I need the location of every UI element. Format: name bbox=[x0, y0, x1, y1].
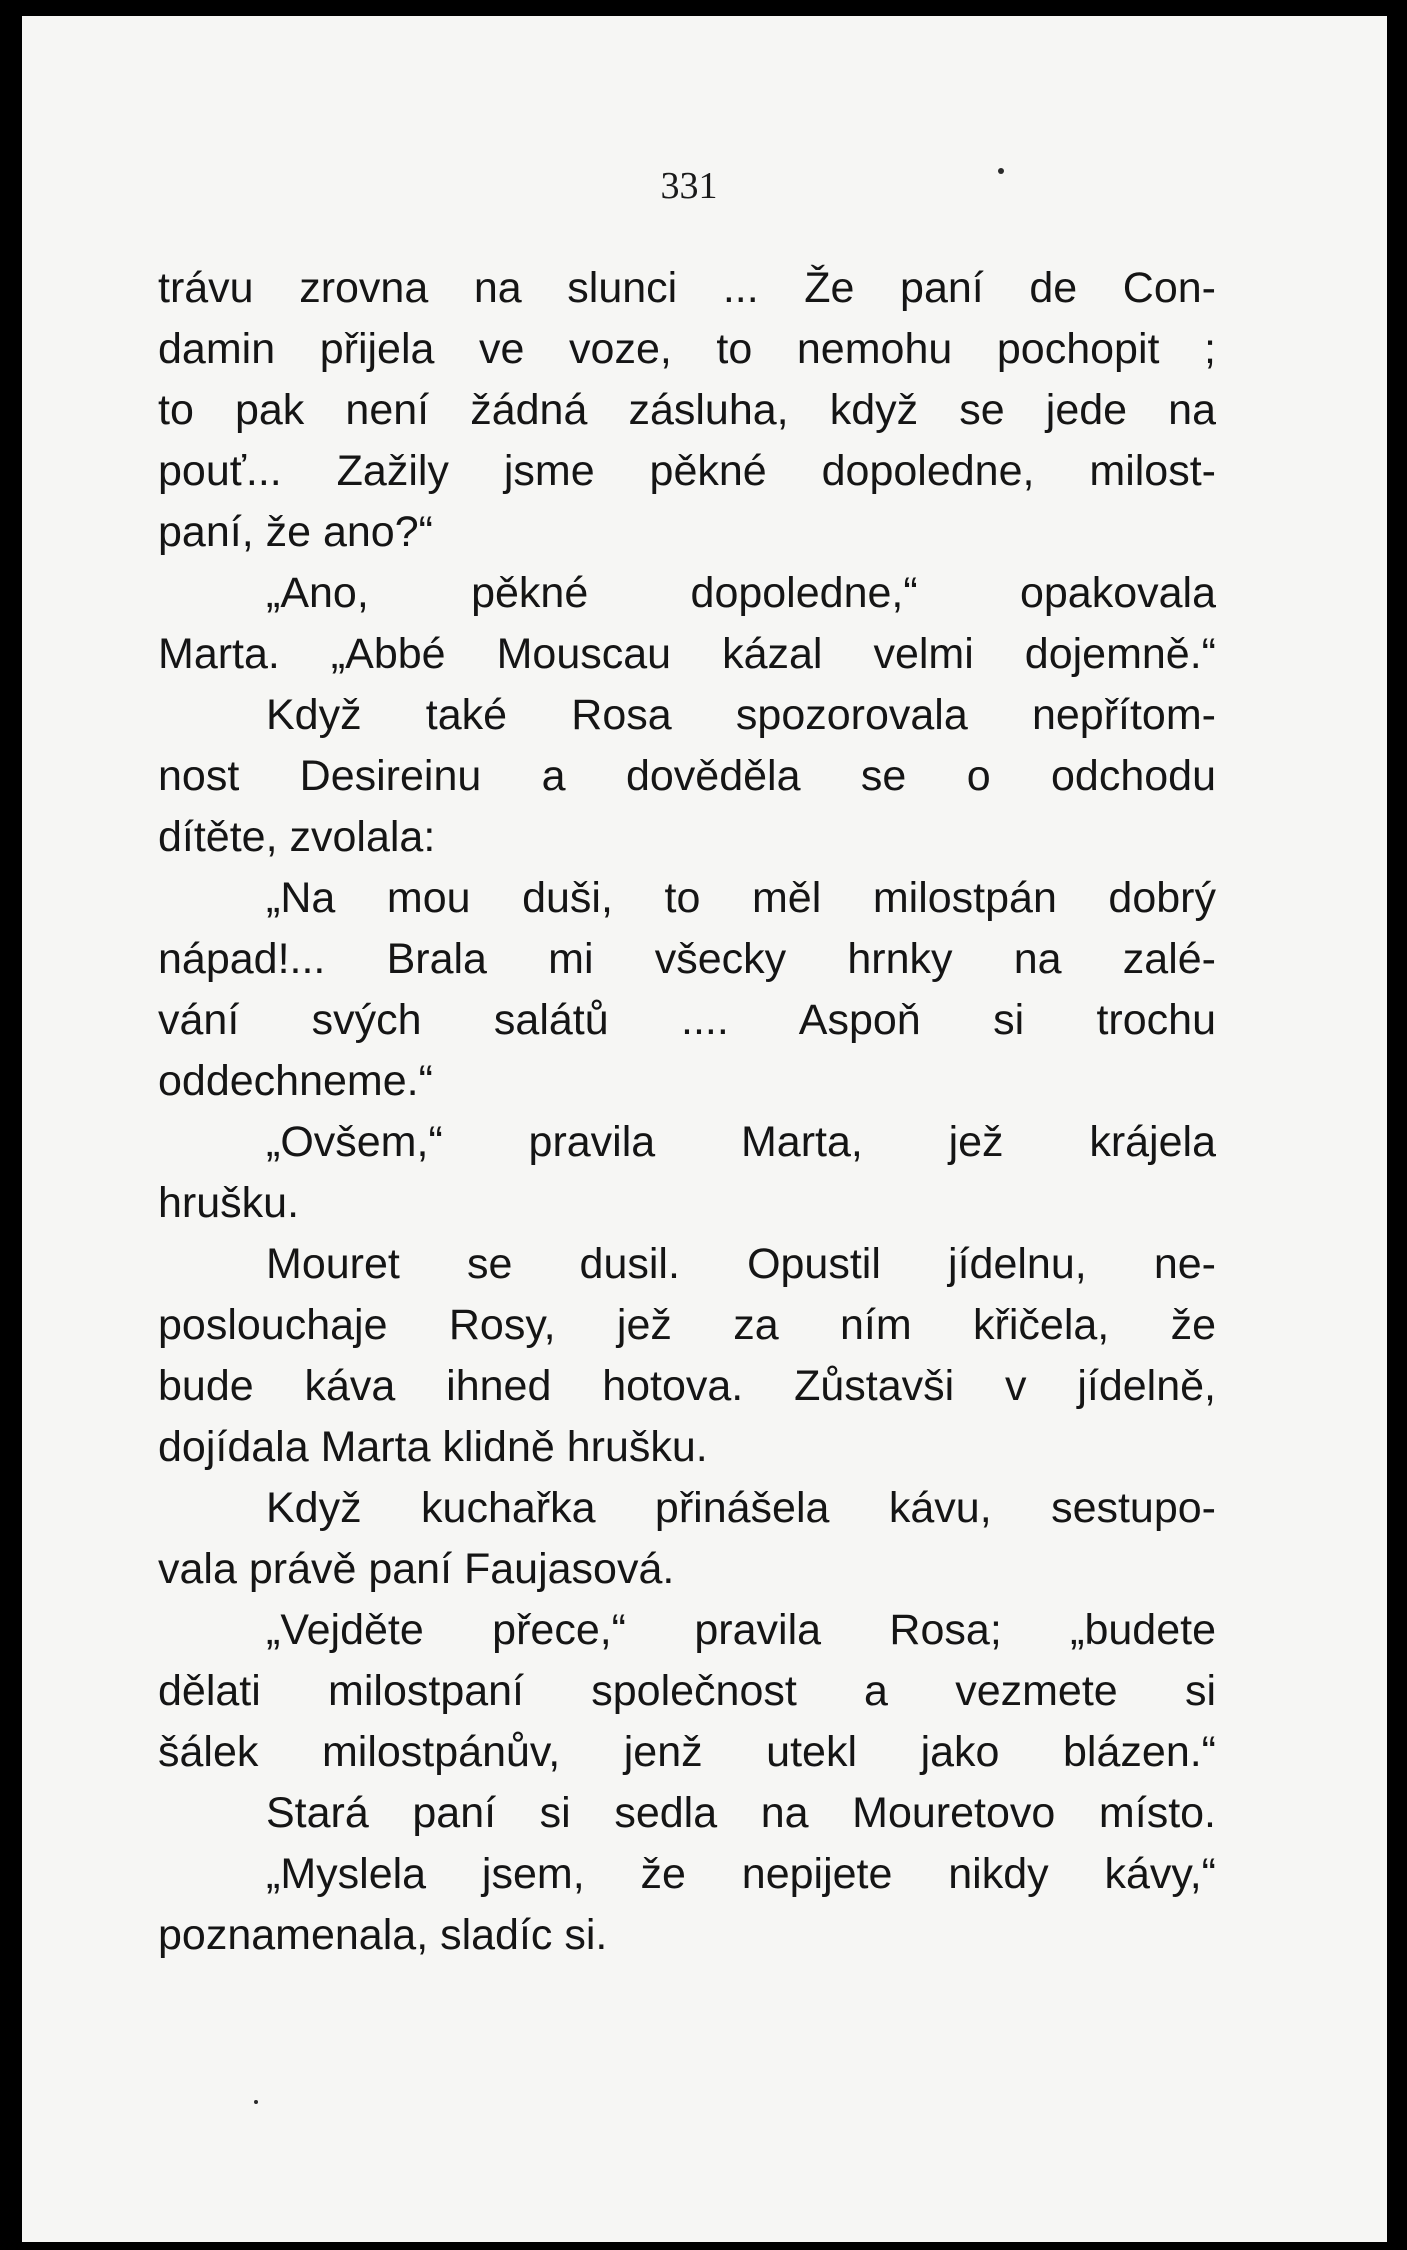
ink-speck bbox=[998, 168, 1004, 174]
text-line: oddechneme.“ bbox=[158, 1057, 433, 1105]
text-line: dítěte, zvolala: bbox=[158, 813, 436, 861]
text-line: poznamenala, sladíc si. bbox=[158, 1911, 608, 1959]
text-line: poslouchaje Rosy, jež za ním křičela, že bbox=[158, 1301, 1216, 1349]
text-line: bude káva ihned hotova. Zůstavši v jídelně, bbox=[158, 1362, 1216, 1410]
text-line: hrušku. bbox=[158, 1179, 300, 1227]
text-line: Když kuchařka přinášela kávu, sestupo- bbox=[266, 1484, 1216, 1532]
page-number: 331 bbox=[660, 165, 718, 207]
text-line: nápad!... Brala mi všecky hrnky na zalé- bbox=[158, 935, 1216, 983]
text-line: dělati milostpaní společnost a vezmete si bbox=[158, 1667, 1216, 1715]
text-line: Marta. „Abbé Mouscau kázal velmi dojemně.“ bbox=[158, 630, 1216, 678]
text-line: dojídala Marta klidně hrušku. bbox=[158, 1423, 708, 1471]
text-line: vání svých salátů .... Aspoň si trochu bbox=[158, 996, 1216, 1044]
text-line: šálek milostpánův, jenž utekl jako blázen.“ bbox=[158, 1728, 1216, 1776]
book-page bbox=[22, 16, 1387, 2242]
text-line: nost Desireinu a dověděla se o odchodu bbox=[158, 752, 1216, 800]
text-line: vala právě paní Faujasová. bbox=[158, 1545, 675, 1593]
text-line: „Myslela jsem, že nepijete nikdy kávy,“ bbox=[266, 1850, 1216, 1898]
text-line: „Ano, pěkné dopoledne,“ opakovala bbox=[266, 569, 1216, 617]
text-line: pouť... Zažily jsme pěkné dopoledne, milost- bbox=[158, 447, 1216, 495]
text-line: Mouret se dusil. Opustil jídelnu, ne- bbox=[266, 1240, 1216, 1288]
text-line: „Vejděte přece,“ pravila Rosa; „budete bbox=[266, 1606, 1216, 1654]
text-line: damin přijela ve voze, to nemohu pochopit ; bbox=[158, 325, 1216, 373]
text-line: „Na mou duši, to měl milostpán dobrý bbox=[266, 874, 1216, 922]
ink-speck bbox=[254, 2100, 258, 2104]
text-line: trávu zrovna na slunci ... Že paní de Con- bbox=[158, 264, 1216, 312]
text-line: „Ovšem,“ pravila Marta, jež krájela bbox=[266, 1118, 1216, 1166]
text-line: Když také Rosa spozorovala nepřítom- bbox=[266, 691, 1216, 739]
body-text bbox=[158, 258, 1216, 1966]
text-line: paní, že ano?“ bbox=[158, 508, 433, 556]
text-line: Stará paní si sedla na Mouretovo místo. bbox=[266, 1789, 1216, 1837]
text-line: to pak není žádná zásluha, když se jede na bbox=[158, 386, 1216, 434]
